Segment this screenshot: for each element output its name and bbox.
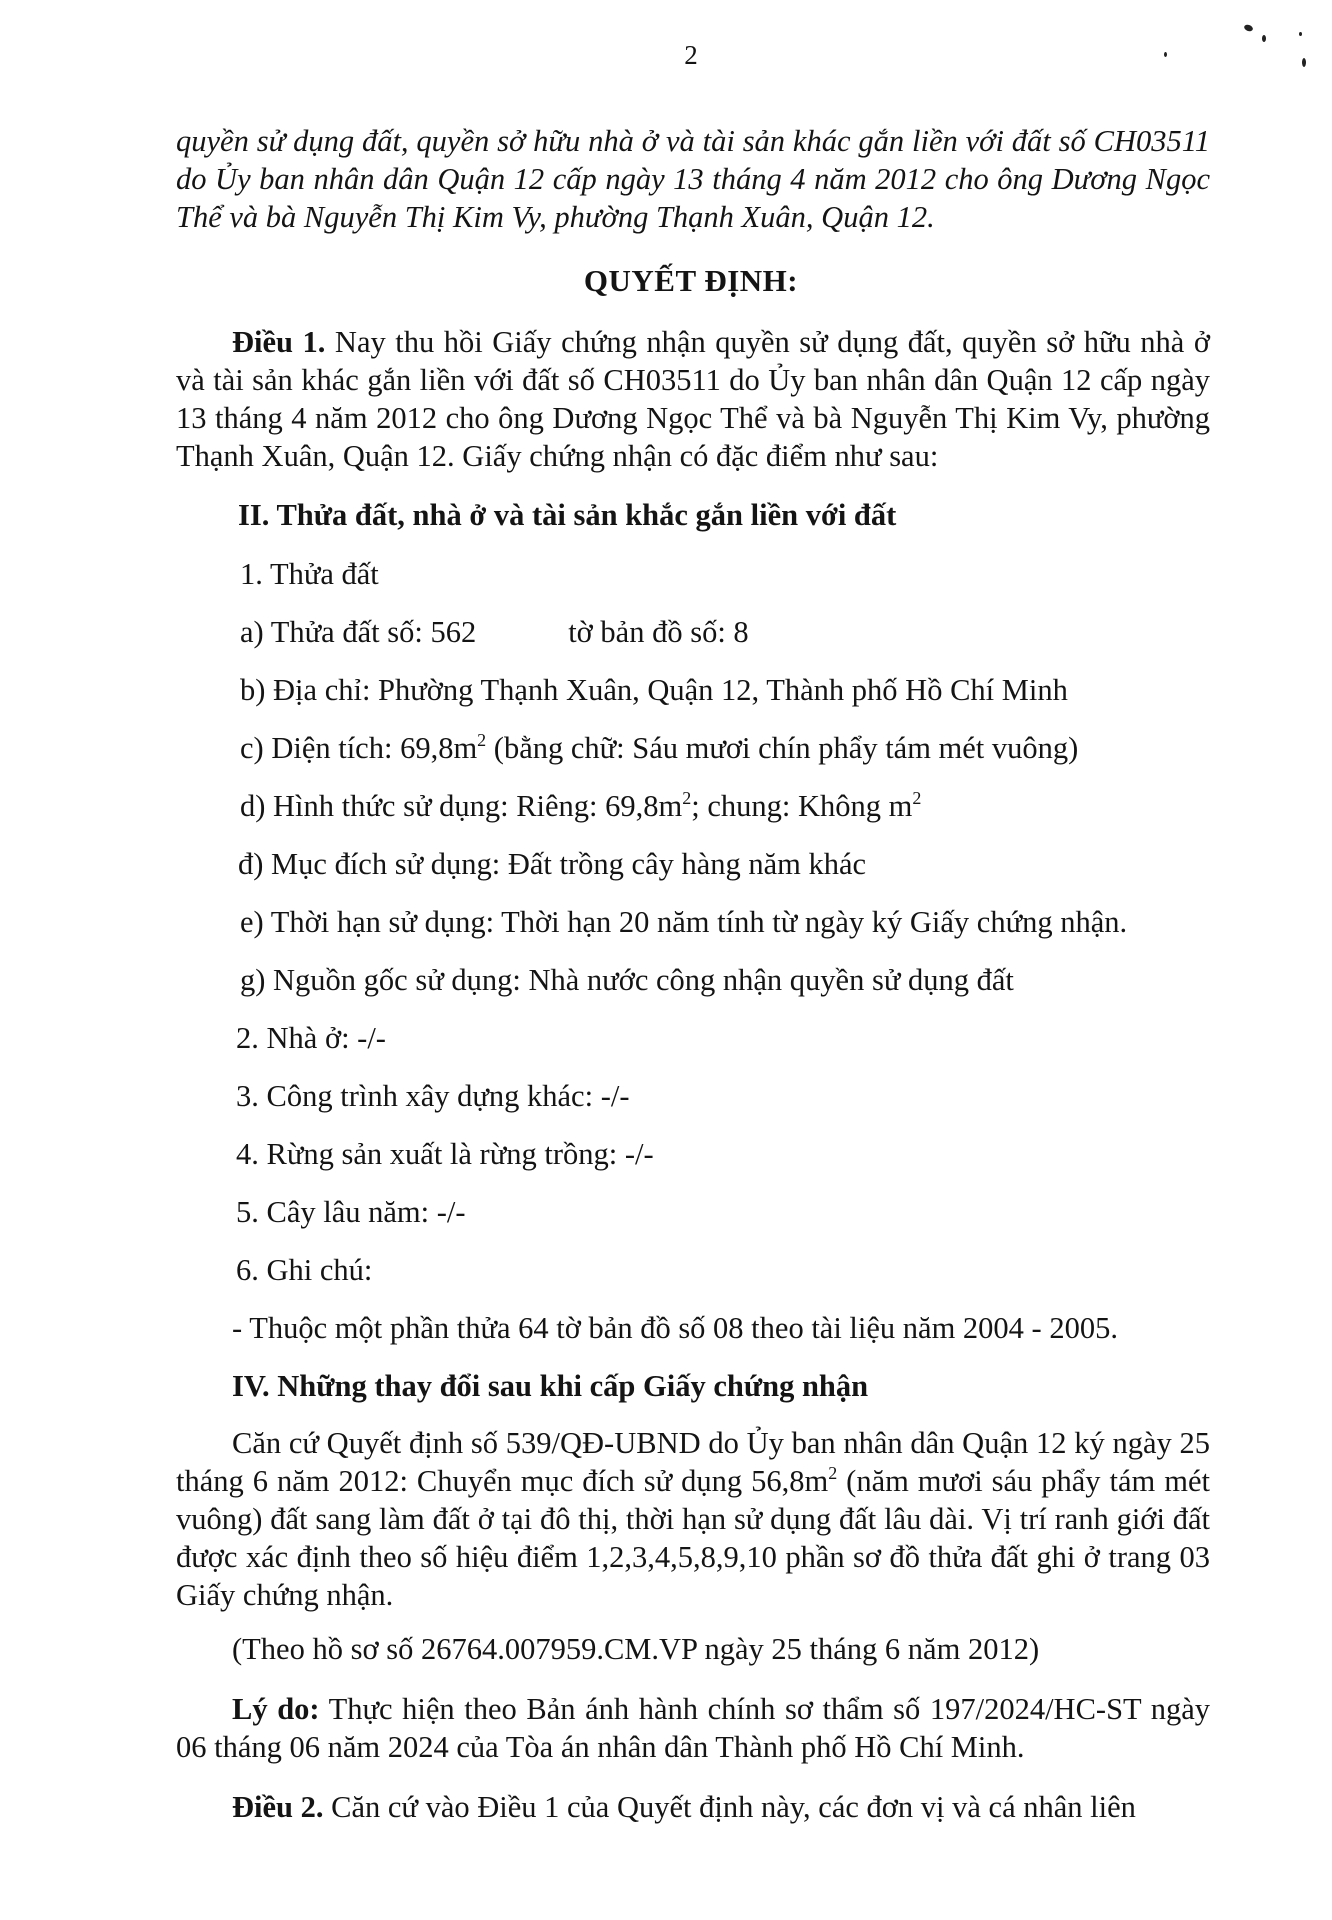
- item-dd-purpose: đ) Mục đích sử dụng: Đất trồng cây hàng năm khác: [238, 847, 867, 881]
- section-4-paragraph: [176, 1424, 1210, 1614]
- section-4-heading: IV. Những thay đổi sau khi cấp Giấy chứng nhận: [232, 1369, 869, 1403]
- item-c-area-value: c) Diện tích: 69,8m: [240, 731, 478, 765]
- item-6-notes: 6. Ghi chú:: [236, 1253, 373, 1287]
- item-c-area: [240, 729, 1078, 767]
- scan-speck: [1243, 24, 1254, 33]
- preamble-paragraph: quyền sử dụng đất, quyền sở hữu nhà ở và tài sản khác gắn liền với đất số CH03511 do Ủy ban nhân dân Quận 12 cấp ngày 13 tháng 4 năm 2012 cho ông Dương Ngọc Thể và bà Nguyễn Thị Kim Vy, phường Thạnh Xuân, Quận 12.: [176, 124, 1210, 234]
- item-a-parcel-number: a) Thửa đất số: 562: [240, 615, 477, 649]
- item-d-usage-form: [240, 787, 921, 825]
- item-e-duration: e) Thời hạn sử dụng: Thời hạn 20 năm tính từ ngày ký Giấy chứng nhận.: [240, 905, 1128, 939]
- section-2-heading: II. Thửa đất, nhà ở và tài sản khắc gắn liền với đất: [238, 498, 897, 532]
- section-4-text: Căn cứ Quyết định số 539/QĐ-UBND do Ủy ban nhân dân Quận 12 ký ngày 25 tháng 6 năm 2012: Chuyển mục đích sử dụng 56,8m: [176, 1426, 1210, 1498]
- item-c-area-words: (bằng chữ: Sáu mươi chín phẩy tám mét vuông): [486, 731, 1079, 765]
- superscript: 2: [477, 730, 487, 750]
- decision-title: QUYẾT ĐỊNH:: [583, 263, 799, 298]
- scan-speck: [1302, 58, 1306, 67]
- item-2-house: 2. Nhà ở: -/-: [236, 1021, 386, 1055]
- article-2-label: Điều 2.: [232, 1790, 324, 1824]
- superscript: 2: [912, 788, 922, 808]
- item-4-planted-forest: 4. Rừng sản xuất là rừng trồng: -/-: [236, 1137, 654, 1171]
- article-2-paragraph: [176, 1788, 1210, 1826]
- item-d-private: d) Hình thức sử dụng: Riêng: 69,8m: [240, 789, 683, 823]
- note-line: - Thuộc một phần thửa 64 tờ bản đồ số 08 theo tài liệu năm 2004 - 2005.: [232, 1311, 1118, 1345]
- item-3-other-construction: 3. Công trình xây dựng khác: -/-: [236, 1079, 630, 1113]
- item-5-perennial-trees: 5. Cây lâu năm: -/-: [236, 1195, 466, 1229]
- item-b-address: b) Địa chỉ: Phường Thạnh Xuân, Quận 12, Thành phố Hồ Chí Minh: [240, 673, 1068, 707]
- item-g-origin: g) Nguồn gốc sử dụng: Nhà nước công nhận quyền sử dụng đất: [240, 963, 1014, 997]
- reason-label: Lý do:: [232, 1692, 320, 1726]
- article-1-paragraph: [176, 323, 1210, 475]
- item-d-shared: ; chung: Không m: [691, 789, 913, 823]
- sub-item-1-parcel: 1. Thửa đất: [240, 557, 379, 591]
- superscript: 2: [682, 788, 692, 808]
- dossier-reference: (Theo hồ sơ số 26764.007959.CM.VP ngày 25 tháng 6 năm 2012): [232, 1632, 1040, 1666]
- item-a-map-sheet: tờ bản đồ số: 8: [568, 615, 749, 649]
- page-number: 2: [684, 40, 698, 70]
- scan-speck: [1299, 32, 1302, 36]
- reason-paragraph: [176, 1690, 1210, 1766]
- article-1-text: Nay thu hồi Giấy chứng nhận quyền sử dụng đất, quyền sở hữu nhà ở và tài sản khác gắn liền với đất số CH03511 do Ủy ban nhân dân Quận 12 cấp ngày 13 tháng 4 năm 2012 cho ông Dương Ngọc Thể và bà Nguyễn Thị Kim Vy, phường Thạnh Xuân, Quận 12. Giấy chứng nhận có đặc điểm như sau:: [176, 325, 1210, 473]
- article-1-label: Điều 1.: [232, 325, 326, 359]
- scan-speck: [1164, 52, 1167, 57]
- item-a-parcel-map: [240, 613, 749, 651]
- article-2-text: Căn cứ vào Điều 1 của Quyết định này, các đơn vị và cá nhân liên: [323, 1790, 1136, 1824]
- superscript: 2: [828, 1463, 838, 1483]
- scan-speck: [1262, 35, 1266, 42]
- section-4-text-cont: (năm mươi sáu phẩy tám mét vuông) đất sang làm đất ở tại đô thị, thời hạn sử dụng đất lâu dài. Vị trí ranh giới đất được xác định theo số hiệu điểm 1,2,3,4,5,8,9,10 phần sơ đồ thửa đất ghi ở trang 03 Giấy chứng nhận.: [176, 1464, 1210, 1612]
- reason-text: Thực hiện theo Bản ánh hành chính sơ thẩm số 197/2024/HC-ST ngày 06 tháng 06 năm 2024 của Tòa án nhân dân Thành phố Hồ Chí Minh.: [176, 1692, 1210, 1764]
